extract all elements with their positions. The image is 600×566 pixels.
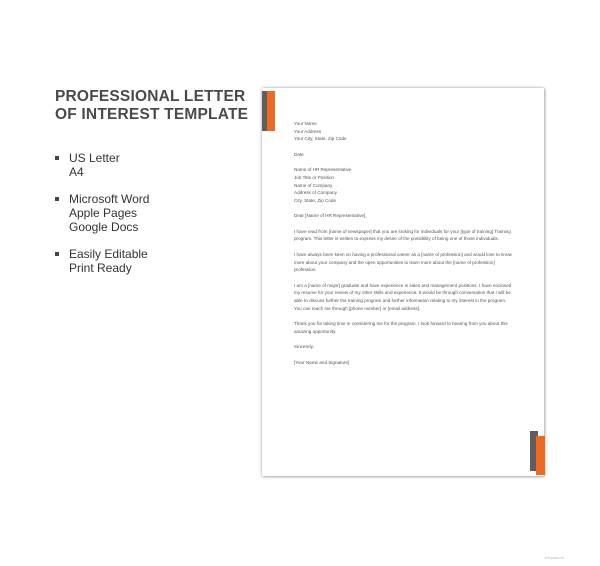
sender-line: Your Name — [294, 121, 317, 126]
letter-paragraph: Thank you for taking time in considering me for the program. I look forward to hearing from you about this amazing opportunity. — [294, 321, 508, 334]
watermark: template.net — [545, 556, 565, 560]
feature-item: A4 — [69, 165, 84, 179]
recipient-line: Name of Company — [294, 182, 333, 188]
feature-item: US Letter — [69, 151, 120, 165]
sender-block — [294, 120, 514, 143]
feature-item: Google Docs — [69, 220, 139, 234]
feature-item: Apple Pages — [69, 206, 138, 220]
date-line: Date — [294, 151, 304, 157]
recipient-line: Job Title or Position — [294, 174, 335, 180]
feature-group-formats — [55, 192, 149, 234]
bullet-icon — [55, 156, 59, 160]
recipient-line: Name of HR Representative — [294, 167, 352, 173]
signature: [Your Name and Signature] — [294, 359, 350, 365]
letter-body — [294, 120, 514, 374]
feature-item: Easily Editable — [69, 247, 148, 261]
sender-line: Your Address — [294, 128, 322, 134]
recipient-line: City, State, Zip Code — [294, 198, 337, 203]
recipient-line: Address of Company — [294, 190, 337, 196]
letter-paragraph: I am a [name of major] graduate and have experience in sales and management positions. I have enclosed my resume for your review of my other skills and experience. It would be through conversation that I will be able to discuss further the training program and further information relating to my interest in the program. You can reach me through [phone number] or [email address]. — [294, 282, 512, 311]
letter-paragraph: I have read from [name of newspaper] that you are looking for individuals for your [type of training] Training program. This letter is written to express my desire of the possibility of being one of those individuals. — [294, 228, 511, 242]
salutation: Dear [Name of HR Representative], — [294, 213, 367, 219]
feature-group-paper-sizes — [55, 151, 120, 179]
closing: Sincerely, — [294, 344, 314, 350]
feature-item: Microsoft Word — [69, 192, 150, 206]
letter-paragraph: I have always been keen on having a professional career as a [name of profession] and would love to know more about your company and the open opportunities to learn more about the [name of profession] profession. — [294, 251, 512, 273]
accent-bar-orange-bottom — [536, 436, 545, 475]
accent-bar-orange-top — [267, 91, 275, 131]
recipient-block — [294, 166, 514, 205]
sender-line: Your City, State, Zip Code — [294, 136, 347, 142]
bullet-icon — [55, 252, 59, 256]
feature-item: Print Ready — [69, 261, 132, 275]
page-title: PROFESSIONAL LETTER OF INTEREST TEMPLATE — [55, 88, 249, 123]
feature-group-usage — [55, 247, 148, 275]
bullet-icon — [55, 197, 59, 201]
